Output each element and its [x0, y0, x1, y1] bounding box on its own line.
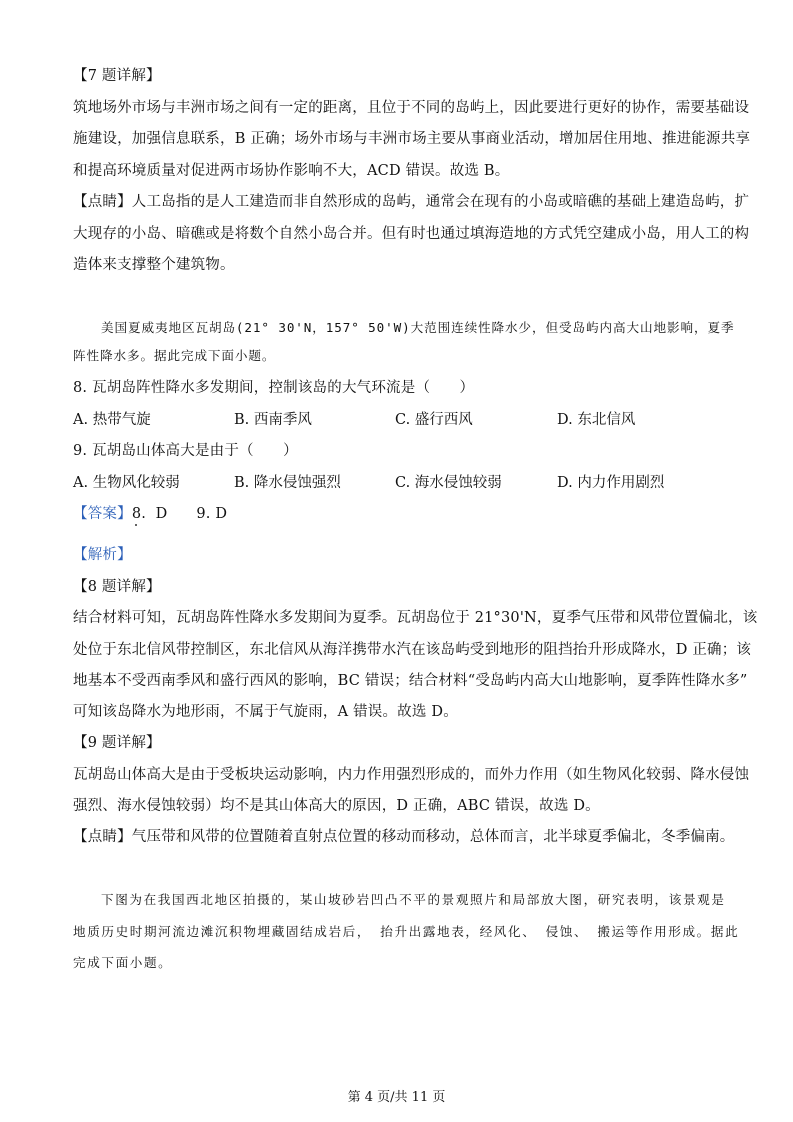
q9-detail-line: 强烈、海水侵蚀较弱）均不是其山体高大的原因，D 正确，ABC 错误，故选 D。	[73, 798, 600, 814]
q9-stem: 9. 瓦胡岛山体高大是由于（ ）	[73, 443, 298, 459]
q7-detail-line: 施建设，加强信息联系，B 正确；场外市场与丰洲市场主要从事商业活动，增加居住用地、推进能源共享	[73, 131, 751, 147]
q8-detail-line: 地基本不受西南季风和盛行西风的影响，BC 错误；结合材料“受岛屿内高大山地影响，夏季阵性降水多”	[73, 673, 748, 689]
q8-option-a: A. 热带气旋	[73, 412, 151, 428]
q8-option-c: C. 盛行西风	[395, 412, 473, 428]
passage2-line: 完成下面小题。	[73, 955, 173, 970]
q9-option-b: B. 降水侵蚀强烈	[234, 475, 341, 491]
q9-detail-line: 瓦胡岛山体高大是由于受板块运动影响，内力作用强烈形成的，而外力作用（如生物风化较弱、降水侵蚀	[73, 767, 750, 783]
q9-option-a: A. 生物风化较弱	[73, 475, 180, 491]
analysis-label: 【解析】	[73, 547, 132, 563]
q8-detail-line: 结合材料可知，瓦胡岛阵性降水多发期间为夏季。瓦胡岛位于 21°30'N，夏季气压带和风带位置偏北，该	[73, 610, 758, 626]
q8-detail-line: 可知该岛降水为地形雨，不属于气旋雨，A 错误。故选 D。	[73, 704, 458, 720]
q7-detail-line: 和提高环境质量对促进两市场协作影响不大，ACD 错误。故选 B。	[73, 163, 510, 179]
q7-detail-heading: 【7 题详解】	[73, 68, 161, 84]
q9-detail-heading: 【9 题详解】	[73, 735, 161, 751]
q8-option-b: B. 西南季风	[234, 412, 312, 428]
q8-detail-heading: 【8 题详解】	[73, 579, 161, 595]
passage1-line: 美国夏威夷地区瓦胡岛(21° 30'N，157° 50'W)大范围连续性降水少，但受岛屿内高大山地影响，夏季	[101, 320, 735, 335]
q9-option-d: D. 内力作用剧烈	[557, 475, 665, 491]
q7-detail-line: 筑地场外市场与丰洲市场之间有一定的距离，且位于不同的岛屿上，因此要进行更好的协作，需要基础设	[73, 100, 750, 116]
page-number: 第 4 页/共 11 页	[347, 1090, 446, 1105]
q8-stem: 8. 瓦胡岛阵性降水多发期间，控制该岛的大气环流是（ ）	[73, 380, 475, 396]
answer-text: 8. D 9. D	[131, 506, 228, 522]
q8-detail-line: 处位于东北信风带控制区，东北信风从海洋携带水汽在该岛屿受到地形的阻挡抬升形成降水，D 正确；该	[73, 642, 752, 658]
stray-dot	[135, 524, 137, 526]
passage2-line: 地质历史时期河流边滩沉积物埋藏固结成岩后， 抬升出露地表，经风化、 侵蚀、 搬运等作用形成。据此	[73, 924, 740, 939]
q8-option-d: D. 东北信风	[557, 412, 636, 428]
answer-label: 【答案】	[73, 506, 132, 522]
answer-line	[73, 504, 227, 524]
passage1-line: 阵性降水多。据此完成下面小题。	[73, 348, 276, 363]
passage2-line: 下图为在我国西北地区拍摄的，某山坡砂岩凹凸不平的景观照片和局部放大图，研究表明，该景观是	[101, 892, 726, 907]
q9-option-c: C. 海水侵蚀较弱	[395, 475, 502, 491]
q7-point-line: 造体来支撑整个建筑物。	[73, 257, 235, 273]
q7-point-line: 大现存的小岛、暗礁或是将数个自然小岛合并。但有时也通过填海造地的方式凭空建成小岛，用人工的构	[73, 226, 750, 242]
q7-point-line: 【点睛】人工岛指的是人工建造而非自然形成的岛屿，通常会在现有的小岛或暗礁的基础上建造岛屿，扩	[73, 194, 750, 210]
q9-point-line: 【点睛】气压带和风带的位置随着直射点位置的移动而移动，总体而言，北半球夏季偏北，冬季偏南。	[73, 829, 735, 845]
